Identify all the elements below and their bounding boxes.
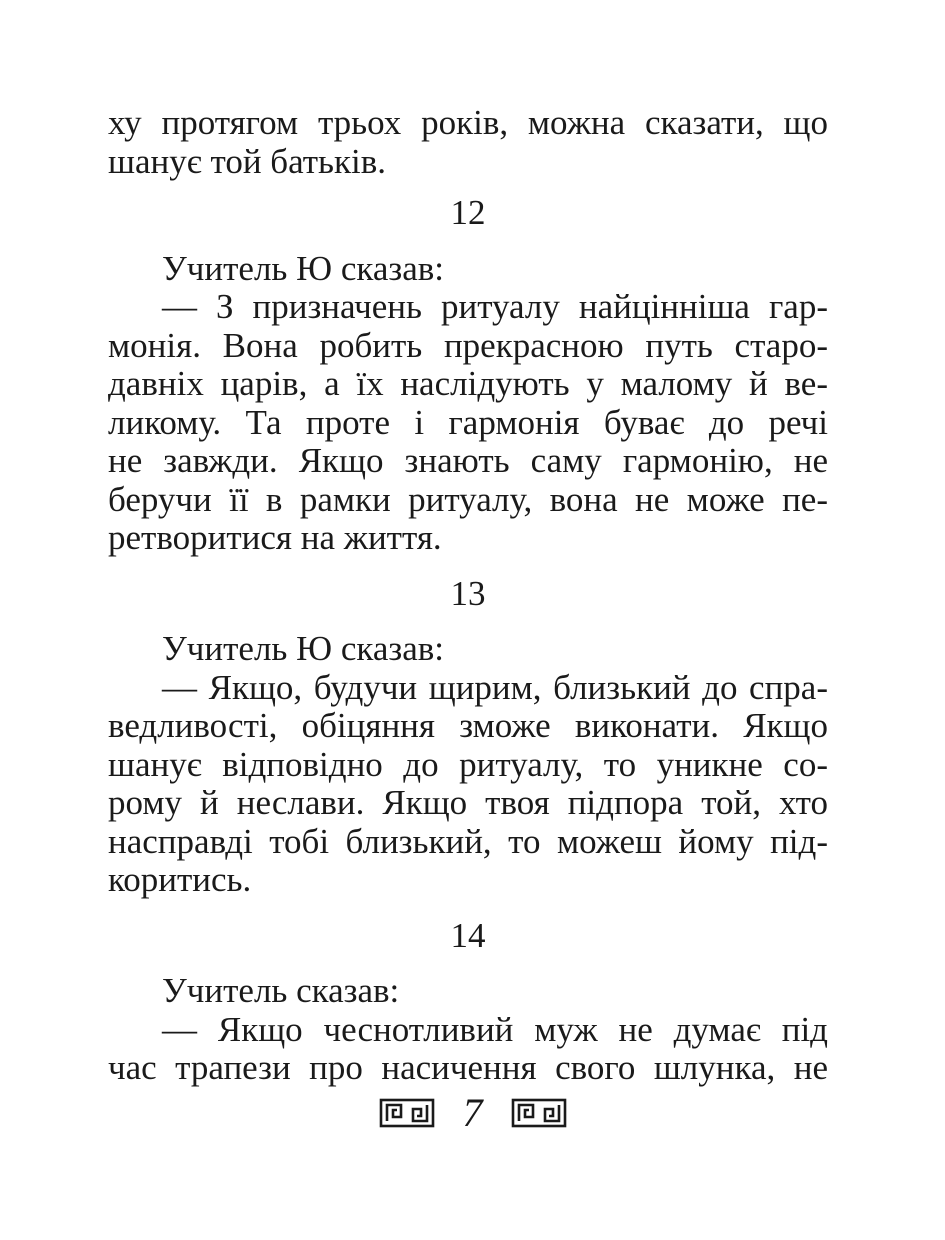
speaker-line: Учитель сказав: — [162, 971, 400, 1010]
text-line: шанує той батьків. — [108, 141, 387, 181]
text-line: беручи її в рамки ритуалу, вона не може пе- — [108, 479, 828, 519]
text-line: монія. Вона робить прекрасною путь старо- — [108, 325, 828, 365]
text-line: — Якщо, будучи щирим, близький до спра- — [162, 667, 828, 707]
text-line: — З призначень ритуалу найцінніша гар- — [162, 287, 828, 326]
text-line: рому й неслави. Якщо твоя підпора той, хто — [108, 783, 828, 822]
page-footer — [0, 1088, 945, 1138]
text-line: давніх царів, а їх наслідують у малому й ве- — [108, 364, 828, 403]
text-line: — Якщо чеснотливий муж не думає під — [162, 1009, 828, 1049]
text-line: насправді тобі близький, то можеш йому під- — [108, 821, 828, 861]
page-body — [108, 104, 828, 1088]
section-13 — [108, 630, 828, 900]
section-number-12: 12 — [450, 193, 486, 232]
speaker-line: Учитель Ю сказав: — [162, 248, 444, 288]
meander-ornament-icon — [511, 1098, 567, 1128]
text-line: не завжди. Якщо знають саму гармонію, не — [108, 441, 828, 480]
text-line: час трапези про насичення свого шлунка, не — [108, 1048, 828, 1087]
section-number-14: 14 — [450, 915, 486, 955]
page-number: 7 — [462, 1090, 483, 1135]
text-line: ликому. Та проте і гармонія буває до речі — [108, 402, 828, 442]
text-line: ретворитися на життя. — [108, 518, 442, 557]
meander-ornament-icon — [379, 1098, 435, 1128]
text-line: шанує відповідно до ритуалу, то уникне со- — [108, 744, 828, 784]
text-line: коритись. — [108, 860, 252, 899]
text-line: ведливості, обіцяння зможе виконати. Якщо — [108, 706, 828, 745]
section-12 — [108, 250, 828, 558]
section-number-13: 13 — [450, 573, 486, 613]
section-14 — [108, 972, 828, 1088]
intro-paragraph — [108, 104, 828, 181]
text-line: ху протягом трьох років, можна сказати, що — [108, 103, 828, 142]
speaker-line: Учитель Ю сказав: — [162, 629, 444, 668]
